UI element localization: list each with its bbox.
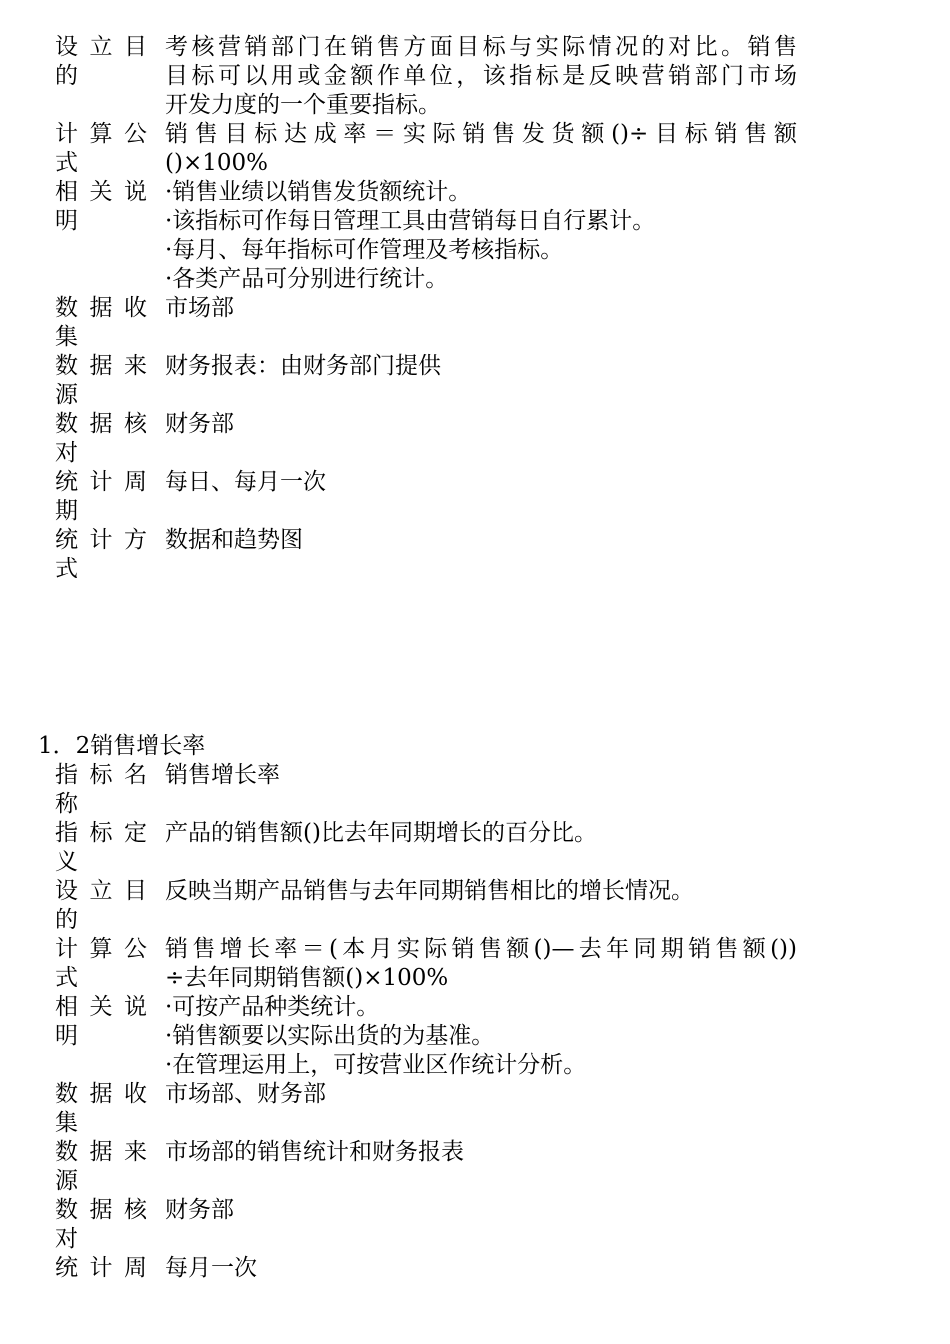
row-value: 销售增长率＝(本月实际销售额()—去年同期销售额()) ÷去年同期销售额()×100% [165, 936, 797, 991]
row-stat-method [0, 526, 805, 584]
row-label: 指标名 称 [55, 762, 147, 817]
row-label: 数据来 源 [55, 353, 147, 408]
row-notes [0, 178, 805, 294]
row-value: 产品的销售额()比去年同期增长的百分比。 [165, 820, 597, 846]
list-item: ·该指标可作每日管理工具由营销每日自行累计。 [165, 208, 656, 234]
row-indicator-name [0, 761, 805, 819]
row-label: 统计周 [55, 1255, 147, 1281]
section-heading: 1．2销售增长率 [38, 733, 206, 759]
row-value: 财务报表：由财务部门提供 [165, 353, 441, 379]
row-stat-period [0, 468, 805, 526]
row-data-source [0, 1138, 805, 1196]
row-label: 统计周 期 [55, 469, 147, 524]
row-purpose [0, 877, 805, 935]
list-item: ·可按产品种类统计。 [165, 994, 380, 1020]
row-value: 考核营销部门在销售方面目标与实际情况的对比。销售 目标可以用或金额作单位，该指标是反映营销部门市场 开发力度的一个重要指标。 [165, 34, 797, 118]
row-value: 数据和趋势图 [165, 527, 303, 553]
row-label: 设立目 的 [55, 34, 147, 89]
row-formula [0, 120, 805, 178]
row-value: 每日、每月一次 [165, 469, 326, 495]
list-item: ·每月、每年指标可作管理及考核指标。 [165, 237, 564, 263]
row-label: 数据收 集 [55, 295, 147, 350]
indicator-table-b [0, 761, 805, 1283]
row-value: 财务部 [165, 411, 234, 437]
row-label: 相关说 明 [55, 179, 147, 234]
row-value: 市场部的销售统计和财务报表 [165, 1139, 464, 1165]
row-value [165, 178, 805, 294]
row-value: 市场部、财务部 [165, 1081, 326, 1107]
row-data-verification [0, 1196, 805, 1254]
row-data-collection [0, 1080, 805, 1138]
list-item: ·销售业绩以销售发货额统计。 [165, 179, 472, 205]
row-label: 统计方 式 [55, 527, 147, 582]
row-label: 计算公 式 [55, 936, 147, 991]
row-label: 数据核 对 [55, 1197, 147, 1252]
row-indicator-definition [0, 819, 805, 877]
indicator-table-a [0, 33, 805, 584]
row-value: 销售增长率 [165, 762, 280, 788]
list-item: ·各类产品可分别进行统计。 [165, 266, 449, 292]
row-formula [0, 935, 805, 993]
row-value [165, 993, 805, 1080]
row-label: 数据收 集 [55, 1081, 147, 1136]
row-value: 市场部 [165, 295, 234, 321]
row-label: 设立目 的 [55, 878, 147, 933]
row-purpose [0, 33, 805, 120]
row-data-verification [0, 410, 805, 468]
list-item: ·销售额要以实际出货的为基准。 [165, 1023, 495, 1049]
row-value: 财务部 [165, 1197, 234, 1223]
row-notes [0, 993, 805, 1080]
row-value: 每月一次 [165, 1255, 257, 1281]
row-value: 销售目标达成率＝实际销售发货额()÷目标销售额 ()×100% [165, 121, 797, 176]
row-stat-period [0, 1254, 805, 1283]
row-label: 数据核 对 [55, 411, 147, 466]
row-value: 反映当期产品销售与去年同期销售相比的增长情况。 [165, 878, 694, 904]
row-data-source [0, 352, 805, 410]
row-label: 相关说 明 [55, 994, 147, 1049]
list-item: ·在管理运用上，可按营业区作统计分析。 [165, 1052, 587, 1078]
row-data-collection [0, 294, 805, 352]
row-label: 指标定 义 [55, 820, 147, 875]
row-label: 数据来 源 [55, 1139, 147, 1194]
row-label: 计算公 式 [55, 121, 147, 176]
